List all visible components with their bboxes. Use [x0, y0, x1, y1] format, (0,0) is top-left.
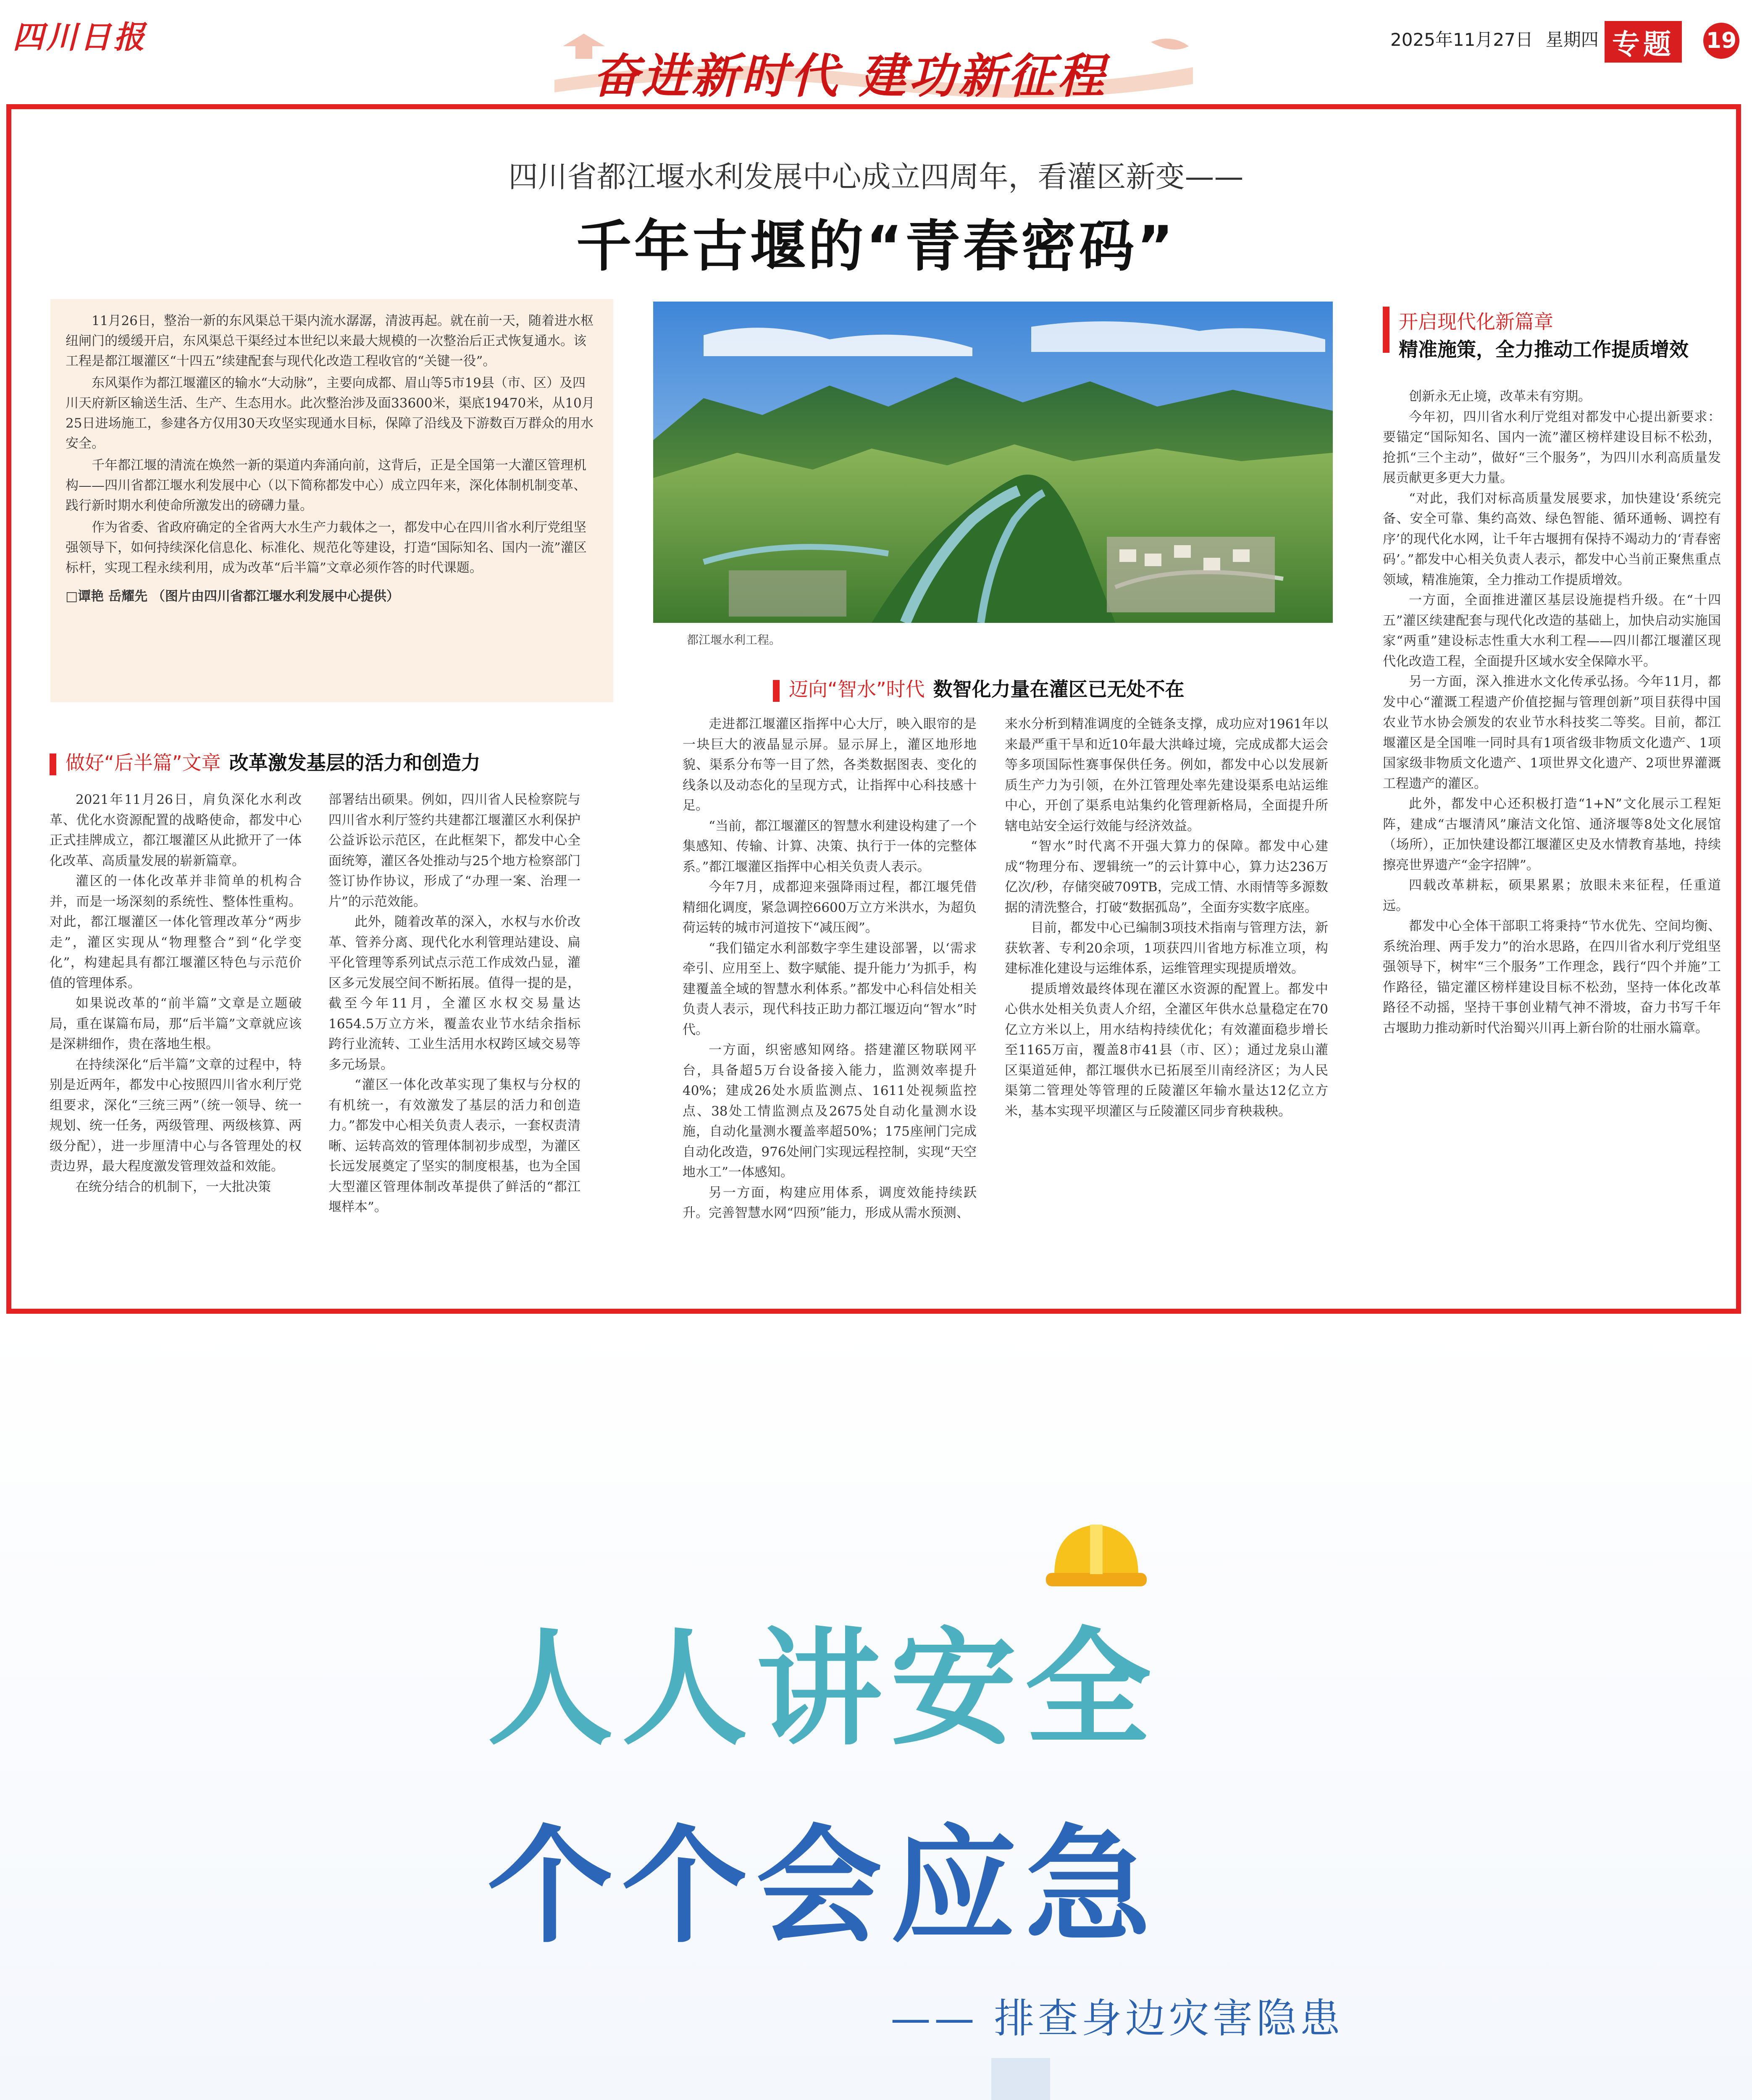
article-headline: 千年古堰的“青春密码”: [576, 214, 1176, 279]
article-column-3: [683, 714, 977, 1289]
body-paragraph: 在统分结合的机制下，一大批决策: [76, 1179, 271, 1194]
weekday-text: 星期四: [1545, 29, 1599, 50]
section-label: 迈向“智水”时代: [789, 678, 925, 701]
body-paragraph: 来水分析到精准调度的全链条支撑，成功应对1961年以来最严重干旱和近10年最大洪峰过境，完成成都大运会等多项国际性赛事保供任务。例如，都发中心以发展新质生产力为引领，在外江管理处率先建设渠系电站运维中心，开创了渠系电站集约化管理新格局，全面提升所辖电站安全运行效能与经济效益。: [1005, 717, 1328, 834]
section-heading-2: [773, 674, 1185, 702]
body-paragraph: 灌区的一体化改革并非简单的机构合并，而是一场深刻的系统性、整体性重构。对此，都江堰灌区一体化管理改革分“两步走”，灌区实现从“物理整合”到“化学变化”，构建起具有都江堰灌区特色与示范价值的管理体系。: [50, 874, 302, 991]
newspaper-logo: 四川日报: [13, 19, 147, 55]
body-paragraph: 创新永无止境，改革未有穷期。: [1409, 389, 1591, 404]
body-paragraph: 今年7月，成都迎来强降雨过程，都江堰凭借精细化调度，紧急调控6600万立方米洪水，为超负荷运转的城市河道按下“减压阀”。: [683, 879, 977, 935]
intro-paragraph: 千年都江堰的清流在焕然一新的渠道内奔涌向前，这背后，正是全国第一大灌区管理机构——四川省都江堰水利发展中心（以下简称都发中心）成立四年来，深化体制机制变革、践行新时期水利使命所激发出的磅礴力量。: [66, 458, 586, 513]
section-title: 数智化力量在灌区已无处不在: [933, 678, 1185, 701]
body-paragraph: 走进都江堰灌区指挥中心大厅，映入眼帘的是一块巨大的液晶显示屏。显示屏上，灌区地形地貌、渠系分布等一目了然，各类数据图表、变化的线条以及动态化的呈现方式，让指挥中心科技感十足。: [683, 717, 977, 813]
section-label: 做好“后半篇”文章: [66, 751, 221, 774]
body-paragraph: 今年初，四川省水利厅党组对都发中心提出新要求：要锚定“国际知名、国内一流”灌区榜样建设目标不松劲，抢抓“三个主动”，做好“三个服务”，为四川水利高质量发展贡献更多更大力量。: [1383, 409, 1721, 486]
article-column-5: [1383, 386, 1721, 1289]
intro-paragraph: 东风渠作为都江堰灌区的输水“大动脉”，主要向成都、眉山等5市19县（市、区）及四川天府新区输送生活、生产、生态用水。此次整治涉及面33600米，渠底19470米，从10月25日进场施工，参建各方仅用30天攻坚实现通水目标，保障了沿线及下游数百万群众的用水安全。: [66, 375, 595, 451]
slogan-banner: [546, 29, 1201, 103]
section-title: 改革激发基层的活力和创造力: [229, 751, 481, 774]
intro-paragraph: 11月26日，整治一新的东风渠总干渠内流水潺潺，清波再起。就在前一天，随着进水枢纽闸门的缓缓开启，东风渠总干渠经过本世纪以来最大规模的一次整治后正式恢复通水。该工程是都江堰灌区“十四五”续建配套与现代化改造工程收官的“关键一役”。: [66, 313, 594, 369]
body-paragraph: “智水”时代离不开强大算力的保障。都发中心建成“物理分布、逻辑统一”的云计算中心，算力达236万亿次/秒，存储突破709TB，完成工情、水雨情等多源数据的清洗整合，打破“数据孤岛”，全面夯实数字底座。: [1005, 839, 1328, 915]
ad-subtitle: —— 排查身边灾害隐患: [890, 1995, 1344, 2042]
slogan-text: 奋进新时代 建功新征程: [592, 49, 1107, 104]
heading-bar-icon: [50, 753, 56, 775]
body-paragraph: 在持续深化“后半篇”文章的过程中，特别是近两年，都发中心按照四川省水利厅党组要求，深化“三统三两”（统一领导、统一规划、统一任务，两级管理、两级核算、两级分配），进一步厘清中心与各管理处的权责边界，最大程度激发管理效益和效能。: [50, 1057, 302, 1174]
dateline: [1390, 26, 1611, 51]
body-paragraph: 另一方面，深入推进水文化传承弘扬。今年11月，都发中心“灌溉工程遗产价值挖掘与管理创新”项目获得中国农业节水协会颁发的农业节水科技奖二等奖。目前，都江堰灌区是全国唯一同时具有1项省级非物质文化遗产、1项国家级非物质文化遗产、1项世界文化遗产、2项世界灌溉工程遗产的灌区。: [1383, 674, 1721, 791]
section-label: 开启现代化新篇章: [1399, 310, 1553, 333]
photo-caption: 都江堰水利工程。: [687, 633, 781, 647]
heading-bar-icon: [1383, 307, 1390, 353]
page-number-badge: 19: [1703, 23, 1739, 59]
body-paragraph: 此外，都发中心还积极打造“1+N”文化展示工程矩阵，建成“古堰清风”廉洁文化馆、通济堰等8处文化展馆（场所），正加快建设都江堰灌区史及水情教育基地，持续擦亮世界遗产“金字招牌”。: [1383, 796, 1721, 873]
body-paragraph: 部署结出硕果。例如，四川省人民检察院与四川省水利厅签约共建都江堰灌区水利保护公益诉讼示范区，在此框架下，都发中心全面统筹，灌区各处推动与25个地方检察部门签订协作协议，形成了“办理一案、治理一片”的示范效能。: [328, 792, 580, 909]
ad-headline-line2: 个个会应急: [487, 1813, 1159, 1960]
body-paragraph: 此外，随着改革的深入，水权与水价改革、管养分离、现代化水利管理站建设、扁平化管理等系列试点示范工作成效凸显，灌区多元发展空间不断拓展。值得一提的是，截至今年11月，全灌区水权交易量达1654.5万立方米，覆盖农业节水结余指标跨行业流转、工业生活用水权跨区域交易等多元场景。: [328, 914, 580, 1072]
section-title: 精准施策，全力推动工作提质增效: [1399, 338, 1689, 361]
date-text: 2025年11月27日: [1390, 29, 1533, 50]
body-paragraph: 2021年11月26日，肩负深化水利改革、优化水资源配置的战略使命，都发中心正式挂牌成立，都江堰灌区从此掀开了一体化改革、高质量发展的崭新篇章。: [50, 792, 302, 869]
section-heading-1: [50, 748, 481, 775]
article-column-4: [1005, 714, 1328, 1289]
intro-paragraph: 作为省委、省政府确定的全省两大水生产力载体之一，都发中心在四川省水利厅党组坚强领导下，如何持续深化信息化、标准化、规范化等建设，打造“国际知名、国内一流”灌区标杆，实现工程永续利用，成为改革“后半篇”文章必须作答的时代课题。: [66, 520, 587, 575]
byline: □谭艳 岳耀先 （图片由四川省都江堰水利发展中心提供）: [66, 589, 399, 604]
article-column-2: [328, 790, 580, 1289]
body-paragraph: 都发中心全体干部职工将秉持“节水优先、空间均衡、系统治理、两手发力”的治水思路，在四川省水利厅党组坚强领导下，树牢“三个服务”工作理念，践行“四个并施”工作路径，锚定灌区榜样建设目标不松劲，坚持一体化改革路径不动摇，坚持干事创业精气神不滑坡，奋力书写千年古堰助力推动新时代治蜀兴川再上新台阶的壮丽水篇章。: [1383, 919, 1721, 1036]
section-badge: 专题: [1605, 21, 1682, 63]
dujiangyan-aerial-photo: [653, 302, 1333, 623]
body-paragraph: “灌区一体化改革实现了集权与分权的有机统一，有效激发了基层的活力和创造力。”都发中心相关负责人表示，一套权责清晰、运转高效的管理体制初步成型，为灌区长远发展奠定了坚实的制度根基，也为全国大型灌区管理体制改革提供了鲜活的“都江堰样本”。: [328, 1077, 580, 1215]
article-column-1: [50, 790, 302, 1289]
body-paragraph: 一方面，全面推进灌区基层设施提档升级。在“十四五”灌区续建配套与现代化改造的基础上，加快启动实施国家“两重”建设标志性重大水利工程——四川都江堰灌区现代化改造工程，全面提升区域水安全保障水平。: [1383, 593, 1721, 669]
body-paragraph: “对此，我们对标高质量发展要求，加快建设‘系统完备、安全可靠、集约高效、绿色智能、循环通畅、调控有序’的现代化水网，让千年古堰拥有保持不竭动力的‘青春密码’。”都发中心相关负责人表示，都发中心当前正聚焦重点领域，精准施策，全力推动工作提质增效。: [1383, 491, 1721, 588]
body-paragraph: 提质增效最终体现在灌区水资源的配置上。都发中心供水处相关负责人介绍，全灌区年供水总量稳定在70亿立方米以上，用水结构持续优化；有效灌面稳步增长至1165万亩，覆盖8市41县（市、区）；通过龙泉山灌区渠道延伸，都江堰供水已拓展至川南经济区；为人民渠第二管理处等管理的丘陵灌区年输水量达12亿立方米，基本实现平坝灌区与丘陵灌区同步育秧栽秧。: [1005, 981, 1328, 1119]
section-heading-3: [1383, 307, 1689, 362]
body-paragraph: 另一方面，构建应用体系，调度效能持续跃升。完善智慧水网“四预”能力，形成从需水预测、: [683, 1185, 977, 1221]
body-paragraph: 如果说改革的“前半篇”文章是立题破局，重在谋篇布局，那“后半篇”文章就应该是深耕细作，贵在落地生根。: [50, 996, 302, 1052]
body-paragraph: 一方面，织密感知网络。搭建灌区物联网平台，具备超5万台设备接入能力，监测效率提升40%；建成26处水质监测点、1611处视频监控点、38处工情监测点及2675处自动化量测水设施，自动化量测水覆盖率超50%；175座闸门完成自动化改造，976处闸门实现远程控制，实现“天空地水工”一体感知。: [683, 1042, 977, 1180]
body-paragraph: 目前，都发中心已编制3项技术指南与管理方法，新获软著、专利20余项，1项获四川省地方标准立项，构建标准化建设与运维体系，运维管理实现提质增效。: [1005, 920, 1328, 976]
body-paragraph: 四载改革耕耘，硕果累累；放眼未来征程，任重道远。: [1383, 878, 1721, 914]
intro-box: [50, 299, 613, 702]
ad-headline-line1: 人人讲安全: [487, 1616, 1159, 1762]
article-kicker: 四川省都江堰水利发展中心成立四周年，看灌区新变——: [508, 160, 1244, 194]
body-paragraph: “当前，都江堰灌区的智慧水利建设构建了一个集感知、传输、计算、决策、执行于一体的完整体系。”都江堰灌区指挥中心相关负责人表示。: [683, 818, 977, 874]
body-paragraph: “我们锚定水利部数字孪生建设部署，以‘需求牵引、应用至上、数字赋能、提升能力’为抓手，构建覆盖全域的智慧水利体系。”都发中心科信处相关负责人表示，现代科技正助力都江堰迈向“智水”时代。: [683, 940, 977, 1037]
landscape-illustration: [653, 302, 1333, 623]
heading-bar-icon: [773, 680, 780, 702]
